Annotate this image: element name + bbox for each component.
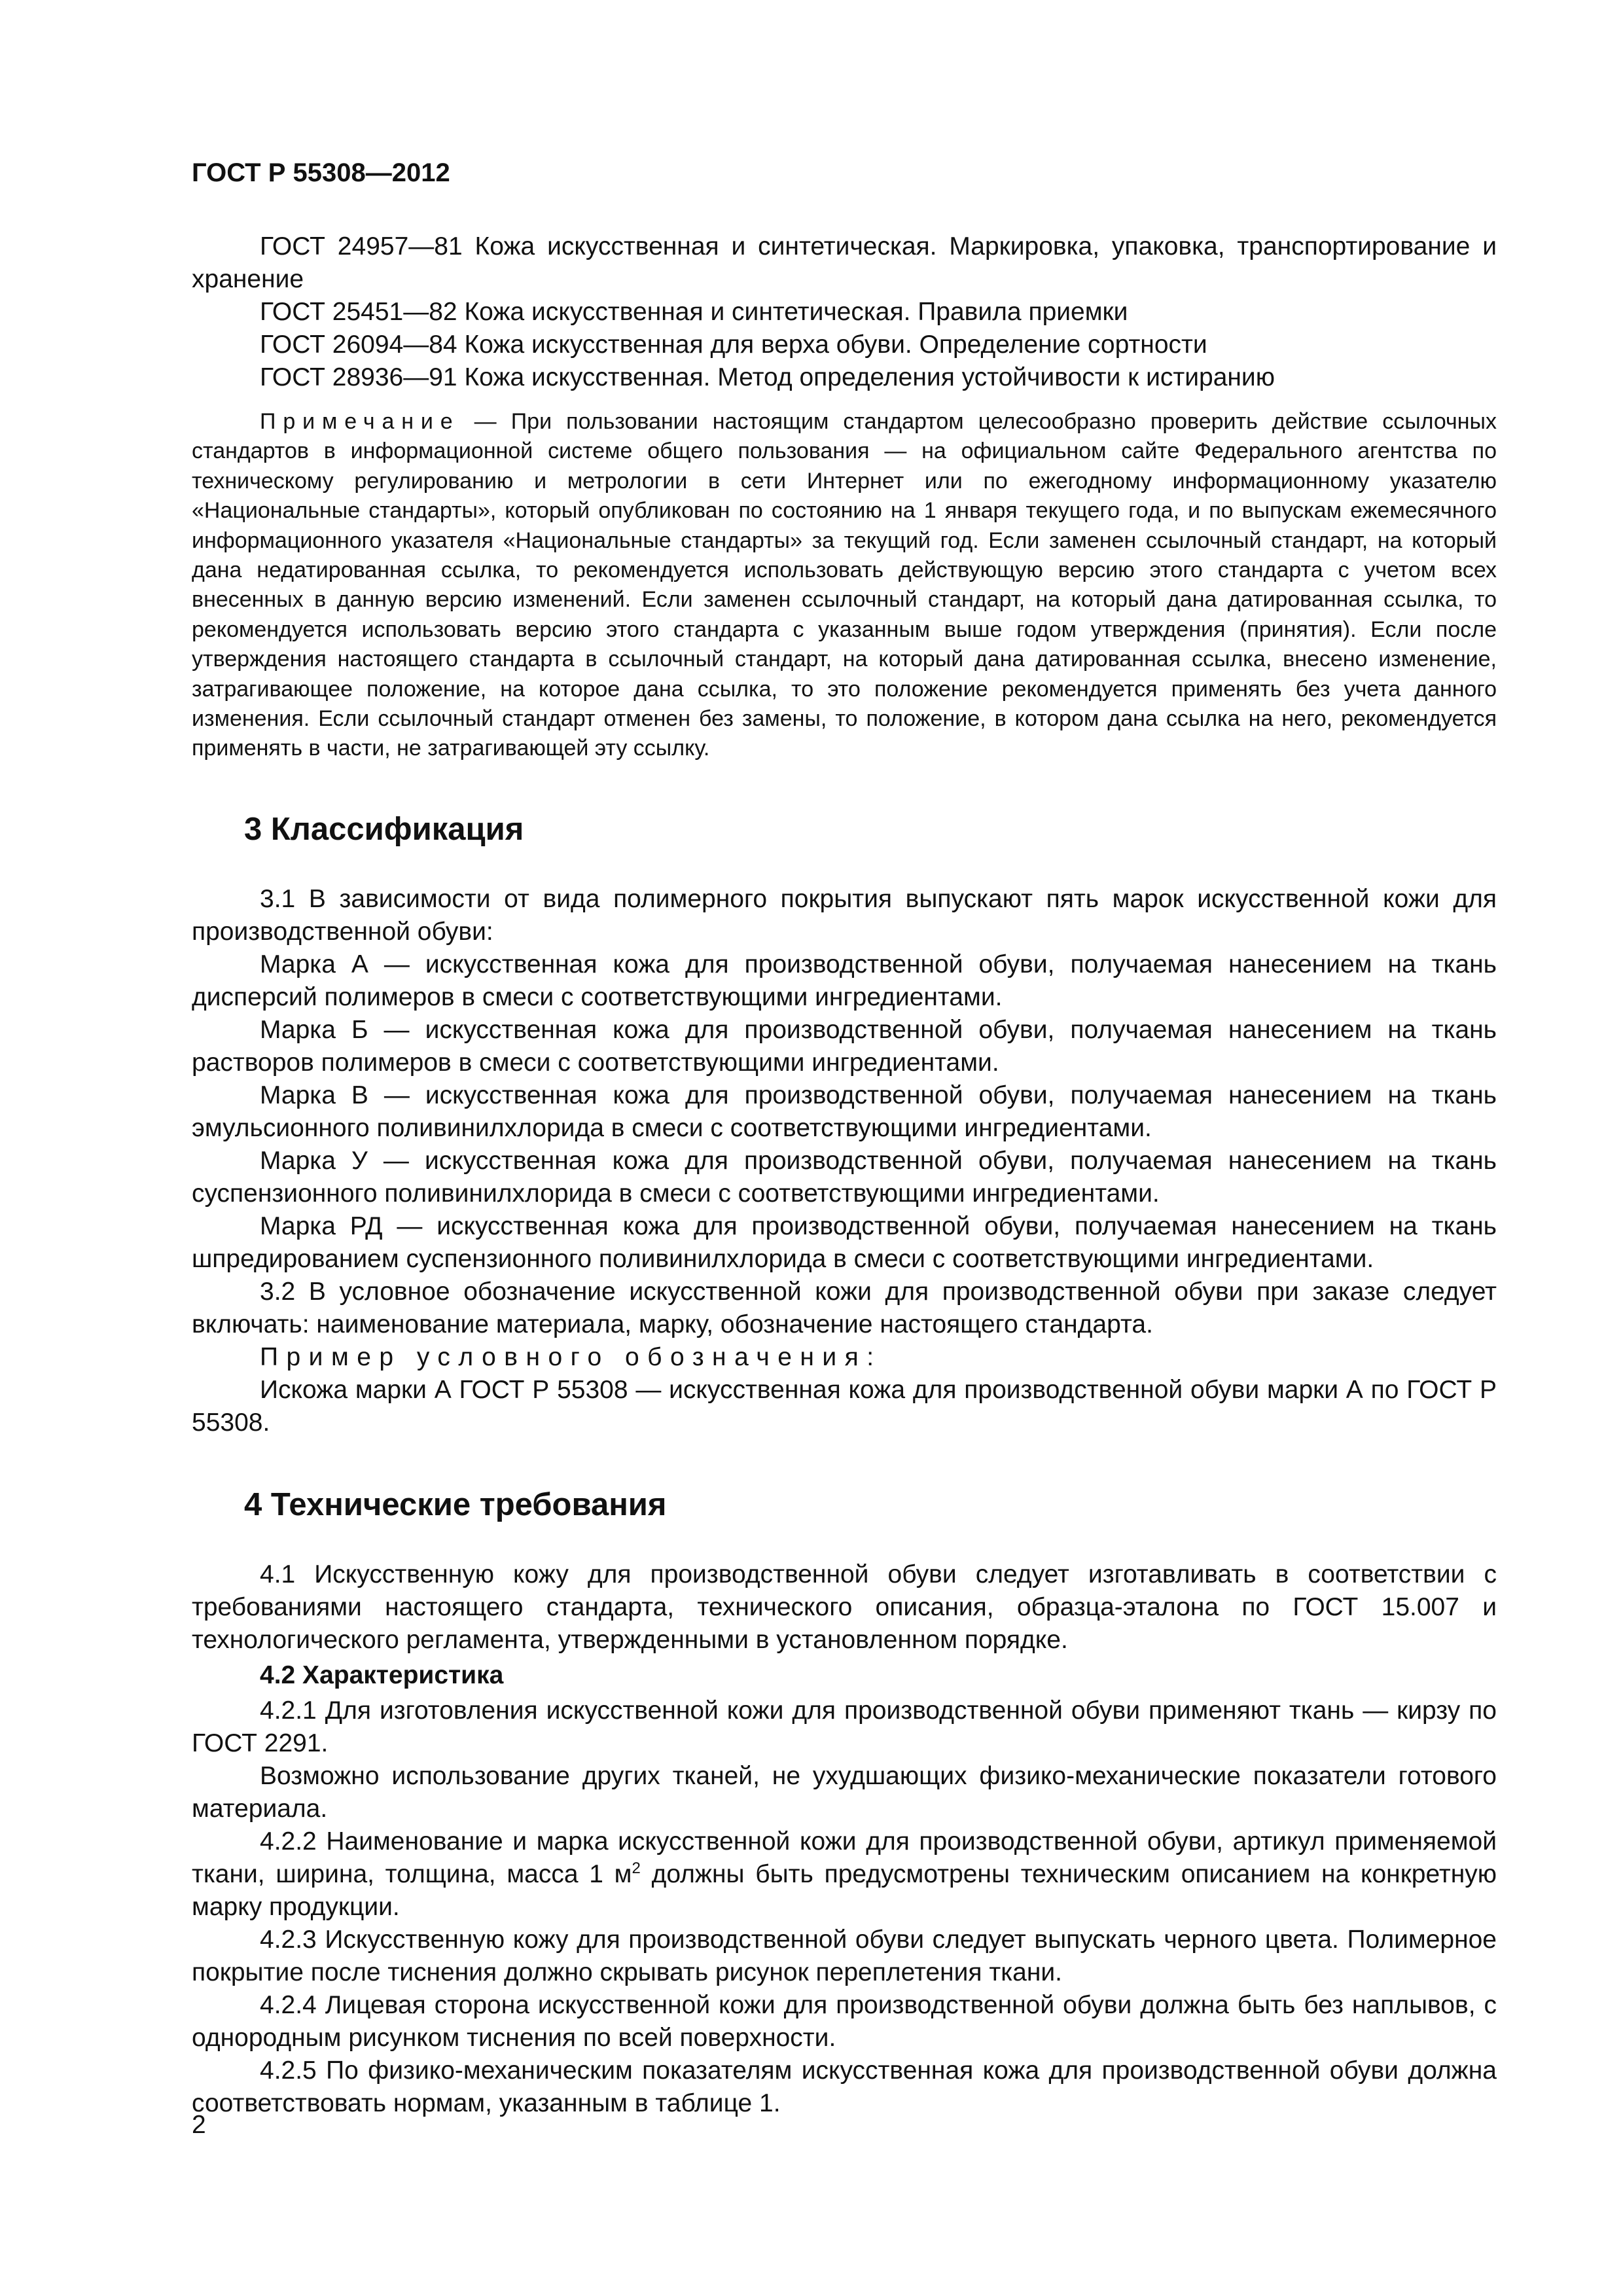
clause-4-2-3: 4.2.3 Искусственную кожу для производственной обуви следует выпускать черного цвета. Полимерное покрытие после тиснения должно скрывать рисунок переплетения ткани. (192, 1925, 1497, 1986)
page-number: 2 (192, 2111, 206, 2139)
superscript: 2 (632, 1859, 641, 1877)
clause-4-2-1: 4.2.1 Для изготовления искусственной кожи для производственной обуви применяют ткань — кирзу по ГОСТ 2291. (192, 1696, 1497, 1757)
clause-4-2-heading: 4.2 Характеристика (260, 1660, 504, 1689)
clause-3-1: 3.1 В зависимости от вида полимерного покрытия выпускают пять марок искусственной кожи для производственной обуви: (192, 884, 1497, 946)
page-content (192, 230, 1497, 2120)
clause-4-2-5: 4.2.5 По физико-механическим показателям искусственная кожа для производственной обуви должна соответствовать нормам, указанным в таблице 1. (192, 2056, 1497, 2117)
note-label: Примечание (260, 409, 460, 434)
mark-definition: Марка В — искусственная кожа для производственной обуви, получаемая нанесением на ткань эмульсионного поливинилхлорида в смеси с соответствующими ингредиентами. (192, 1081, 1497, 1142)
clause-4-1: 4.1 Искусственную кожу для производственной обуви следует изготавливать в соответствии с требованиями настоящего стандарта, технического описания, образца-эталона по ГОСТ 15.007 и технологического регламента, утвержденными в установленном порядке. (192, 1560, 1497, 1654)
mark-definition: Марка У — искусственная кожа для производственной обуви, получаемая нанесением на ткань суспензионного поливинилхлорида в смеси с соответствующими ингредиентами. (192, 1146, 1497, 1208)
note-text: — При пользовании настоящим стандартом целесообразно проверить действие ссылочных стандартов в информационной системе общего пользования — на официальном сайте Федерального агентства по техническому регулированию и метрологии в сети Интернет или по ежегодному информационному указателю «Национальные стандарты», который опубликован по состоянию на 1 января текущего года, и по выпускам ежемесячного информационного указателя «Национальные стандарты» за текущий год. Если заменен ссылочный стандарт, на который дана недатированная ссылка, то рекомендуется использовать действующую версию этого стандарта с учетом всех внесенных в данную версию изменений. Если заменен ссылочный стандарт, на который дана датированная ссылка, то рекомендуется использовать версию этого стандарта с указанным выше годом утверждения (принятия). Если после утверждения настоящего стандарта в ссылочный стандарт, на который дана датированная ссылка, внесено изменение, затрагивающее положение, на которое дана ссылка, то это положение рекомендуется применять без учета данного изменения. Если ссылочный стандарт отменен без замены, то положение, в котором дана ссылка на него, рекомендуется применять в части, не затрагивающей эту ссылку. (192, 409, 1497, 761)
example-text: Искожа марки А ГОСТ Р 55308 — искусственная кожа для производственной обуви марки А по ГОСТ Р 55308. (192, 1375, 1497, 1437)
clause-4-2-4: 4.2.4 Лицевая сторона искусственной кожи для производственной обуви должна быть без наплывов, с однородным рисунком тиснения по всей поверхности. (192, 1990, 1497, 2052)
clause-4-2-1-continued: Возможно использование других тканей, не ухудшающих физико-механические показатели готового материала. (192, 1761, 1497, 1823)
section-4-heading: 4 Технические требования (244, 1486, 667, 1522)
example-label: Пример условного обозначения: (260, 1342, 882, 1371)
document-code: ГОСТ Р 55308—2012 (192, 158, 450, 187)
mark-definition: Марка РД — искусственная кожа для производственной обуви, получаемая нанесением на ткань шпредированием суспензионного поливинилхлорида в смеси с соответствующими ингредиентами. (192, 1211, 1497, 1273)
clause-3-2: 3.2 В условное обозначение искусственной кожи для производственной обуви при заказе следует включать: наименование материала, марку, обозначение настоящего стандарта. (192, 1277, 1497, 1338)
mark-definition: Марка А — искусственная кожа для производственной обуви, получаемая нанесением на ткань дисперсий полимеров в смеси с соответствующими ингредиентами. (192, 950, 1497, 1011)
reference-item: ГОСТ 25451—82 Кожа искусственная и синтетическая. Правила приемки (260, 298, 1128, 326)
reference-item: ГОСТ 26094—84 Кожа искусственная для верха обуви. Определение сортности (260, 331, 1207, 359)
reference-item: ГОСТ 24957—81 Кожа искусственная и синтетическая. Маркировка, упаковка, транспортирование и хранение (192, 232, 1497, 293)
clause-4-2-2: 4.2.2 Наименование и марка искусственной кожи для производственной обуви, артикул применяемой ткани, ширина, толщина, масса 1 $м^2$ должны быть предусмотрены техническим описанием на конкретную марку продукции. (192, 1827, 1497, 1921)
note-paragraph (192, 407, 1497, 764)
reference-item: ГОСТ 28936—91 Кожа искусственная. Метод определения устойчивости к истиранию (260, 363, 1275, 391)
section-3-heading: 3 Классификация (244, 811, 524, 847)
mark-definition: Марка Б — искусственная кожа для производственной обуви, получаемая нанесением на ткань растворов полимеров в смеси с соответствующими ингредиентами. (192, 1015, 1497, 1077)
